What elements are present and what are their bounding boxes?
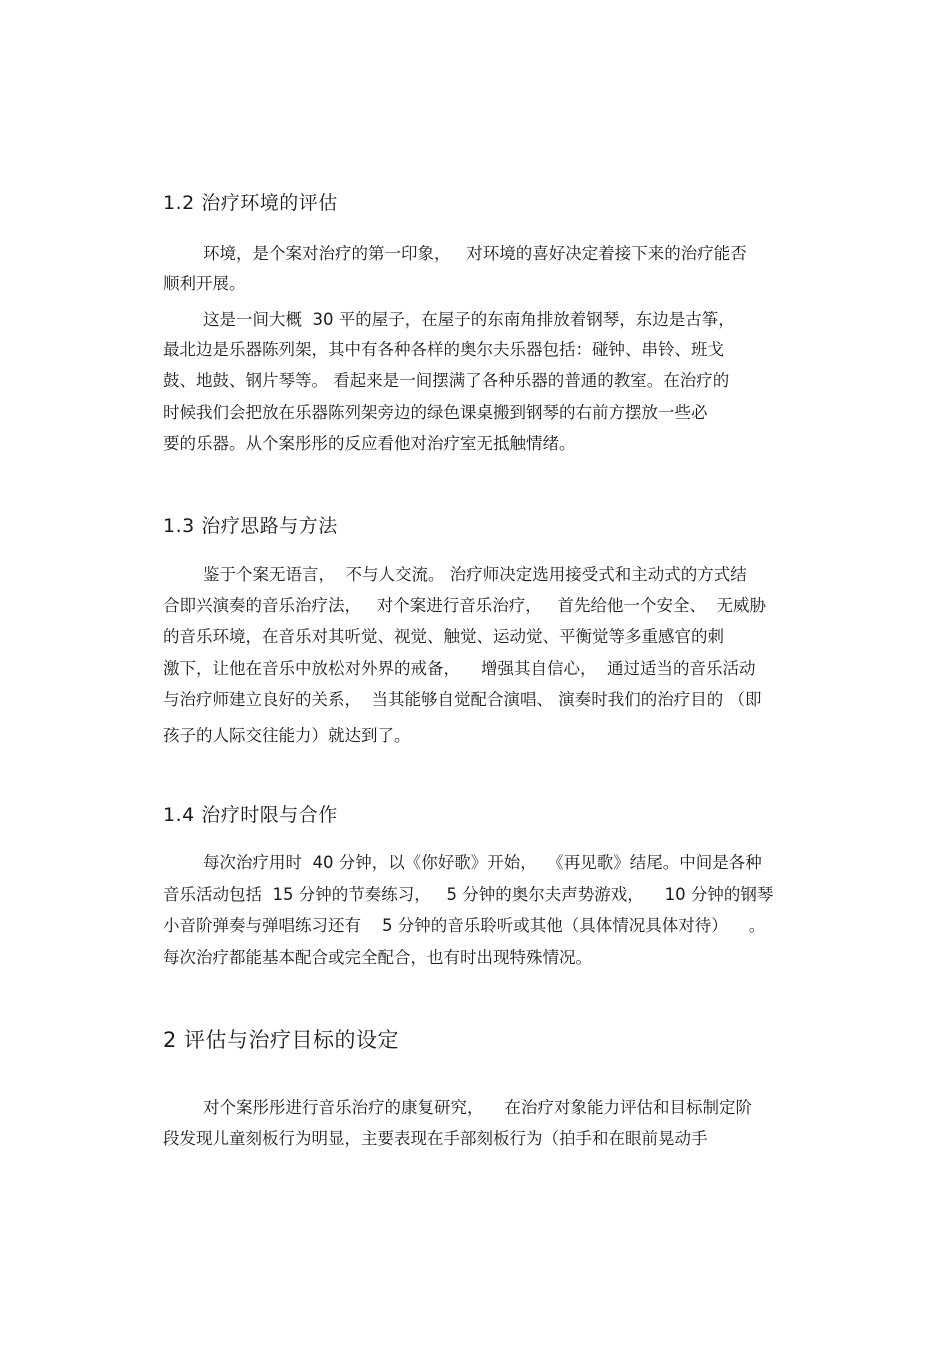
paragraph-line: 合即兴演奏的音乐治疗法， 对个案进行音乐治疗， 首先给他一个安全、 无威胁: [163, 596, 766, 615]
paragraph-line: 音乐活动包括 15 分钟的节奏练习， 5 分钟的奥尔夫声势游戏， 10 分钟的钢琴: [163, 885, 774, 904]
paragraph-line: 最北边是乐器陈列架，其中有各种各样的奥尔夫乐器包括：碰钟、串铃、班戈: [163, 340, 724, 359]
paragraph-line: 顺利开展。: [163, 274, 246, 293]
section-heading-2: 2 评估与治疗目标的设定: [163, 1028, 400, 1052]
paragraph-line: 的音乐环境，在音乐对其听觉、视觉、触觉、运动觉、平衡觉等多重感官的刺: [163, 627, 724, 646]
paragraph-line: 与治疗师建立良好的关系， 当其能够自觉配合演唱、 演奏时我们的治疗目的 （即: [163, 690, 762, 709]
paragraph-line: 对个案彤彤进行音乐治疗的康复研究， 在治疗对象能力评估和目标制定阶: [203, 1098, 752, 1117]
section-heading-1-4: 1.4 治疗时限与合作: [163, 804, 338, 826]
paragraph-line: 段发现儿童刻板行为明显，主要表现在手部刻板行为（拍手和在眼前晃动手: [163, 1129, 708, 1148]
paragraph-line: 每次治疗都能基本配合或完全配合，也有时出现特殊情况。: [163, 948, 592, 967]
paragraph-line: 时候我们会把放在乐器陈列架旁边的绿色课桌搬到钢琴的右前方摆放一些必: [163, 403, 708, 422]
paragraph-line: 这是一间大概 30 平的屋子，在屋子的东南角排放着钢琴，东边是古筝，: [203, 310, 735, 329]
paragraph-line: 鼓、地鼓、钢片琴等。 看起来是一间摆满了各种乐器的普通的教室。在治疗的: [163, 371, 730, 390]
paragraph-line: 激下，让他在音乐中放松对外界的戒备， 增强其自信心， 通过适当的音乐活动: [163, 659, 756, 678]
paragraph-line: 环境，是个案对治疗的第一印象， 对环境的喜好决定着接下来的治疗能否: [203, 244, 747, 263]
paragraph-line: 鉴于个案无语言， 不与人交流。 治疗师决定选用接受式和主动式的方式结: [203, 565, 747, 584]
paragraph-line: 要的乐器。从个案彤彤的反应看他对治疗室无抵触情绪。: [163, 434, 576, 453]
paragraph-line: 孩子的人际交往能力）就达到了。: [163, 726, 411, 745]
paragraph-line: 小音阶弹奏与弹唱练习还有 5 分钟的音乐聆听或其他（具体情况具体对待） 。: [163, 916, 766, 935]
section-heading-1-3: 1.3 治疗思路与方法: [163, 515, 338, 537]
paragraph-line: 每次治疗用时 40 分钟，以《你好歌》开始， 《再见歌》结尾。中间是各种: [203, 853, 762, 872]
section-heading-1-2: 1.2 治疗环境的评估: [163, 192, 338, 214]
